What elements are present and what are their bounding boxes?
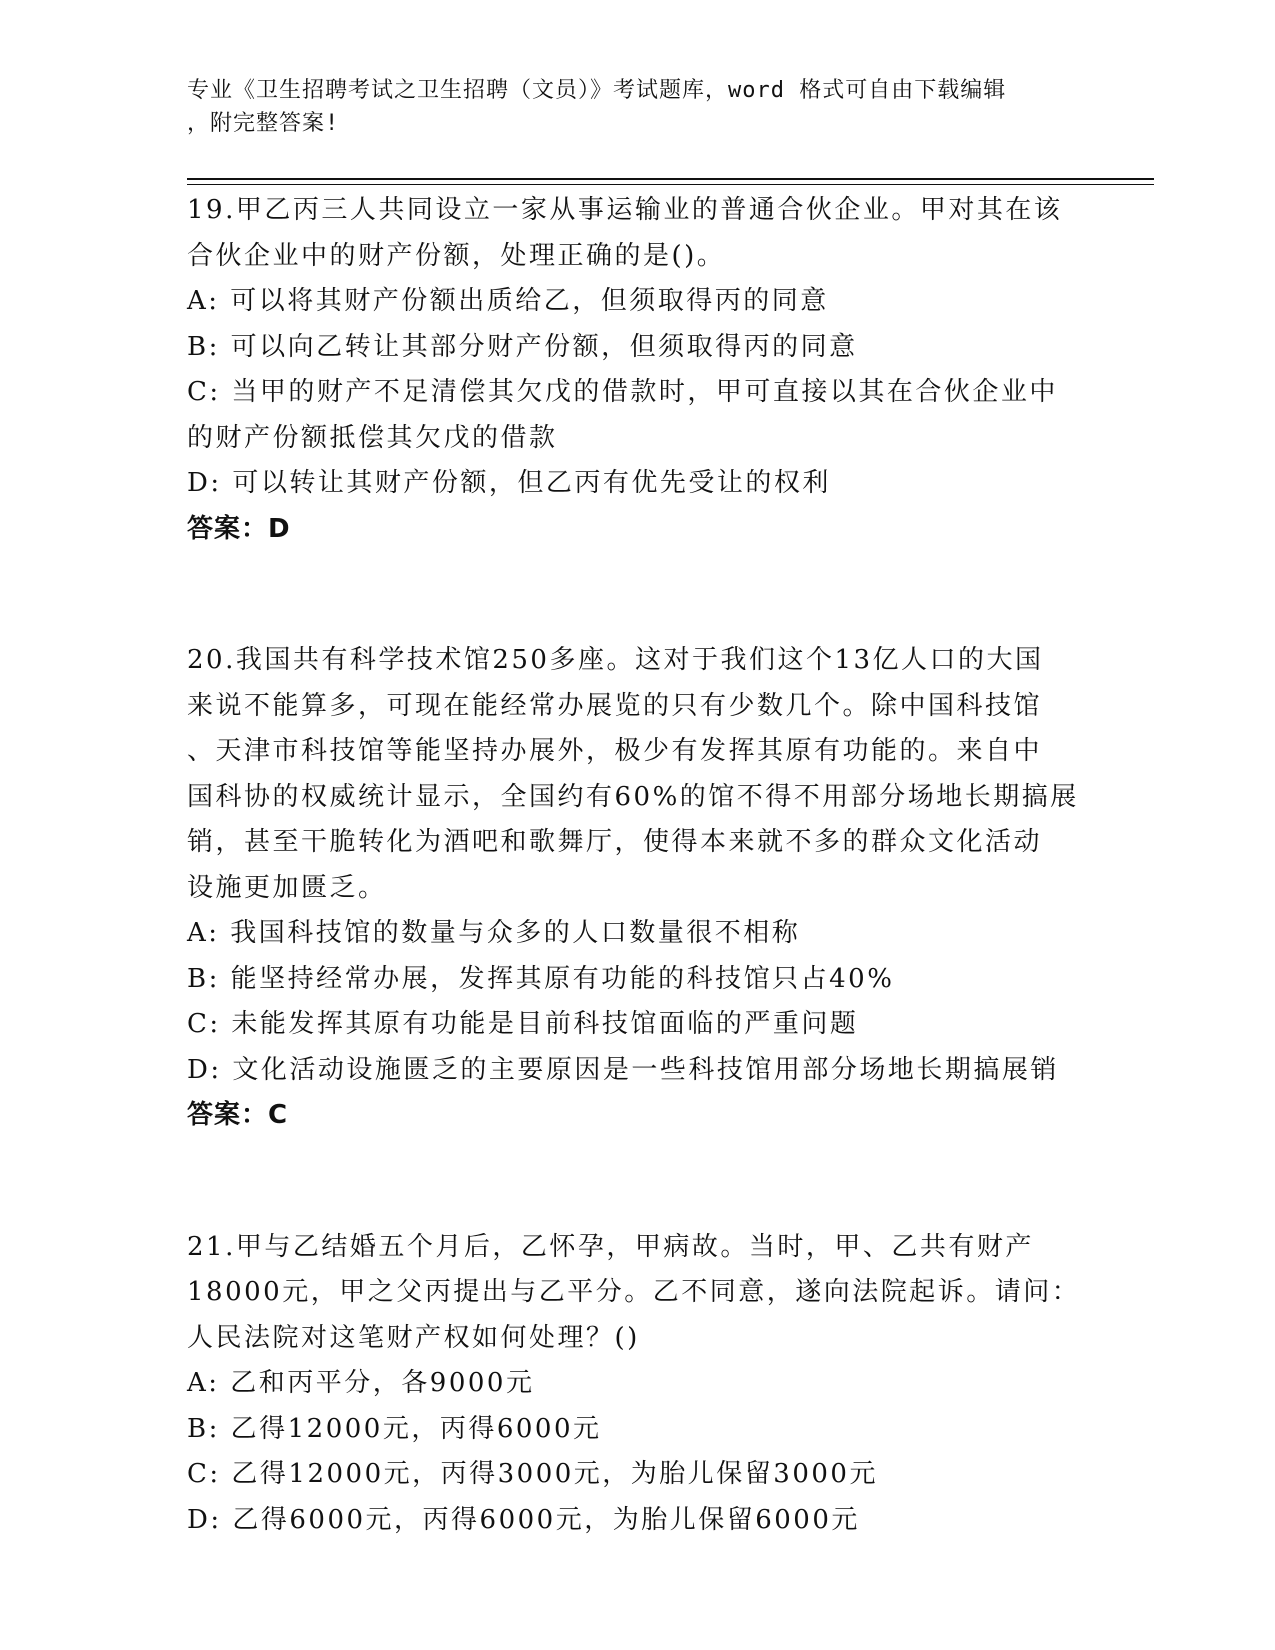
- option-d: D: 可以转让其财产份额，但乙丙有优先受让的权利: [187, 468, 831, 498]
- option-c: C: 未能发挥其原有功能是目前科技馆面临的严重问题: [187, 1009, 859, 1039]
- option-c-continued: 的财产份额抵偿其欠戊的借款: [187, 422, 558, 453]
- option-a: A: 乙和丙平分，各9000元: [187, 1368, 535, 1398]
- question-stem-line: 19.甲乙丙三人共同设立一家从事运输业的普通合伙企业。甲对其在该: [187, 195, 1063, 225]
- question-spacer: [187, 552, 1087, 638]
- option-c: C: 当甲的财产不足清偿其欠戊的借款时，甲可直接以其在合伙企业中: [187, 377, 1058, 407]
- page-header: [187, 74, 1067, 140]
- option-c: C: 乙得12000元，丙得3000元，为胎儿保留3000元: [187, 1459, 878, 1489]
- header-divider-thick: [187, 178, 1154, 180]
- header-line-2: ，附完整答案!: [187, 111, 340, 136]
- question-stem-line: 18000元，甲之父丙提出与乙平分。乙不同意，遂向法院起诉。请问：: [187, 1277, 1081, 1307]
- option-d: D: 文化活动设施匮乏的主要原因是一些科技馆用部分场地长期搞展销: [187, 1054, 1059, 1085]
- option-b: B: 乙得12000元，丙得6000元: [187, 1413, 602, 1444]
- question-19: [187, 188, 1087, 552]
- question-stem-line: 设施更加匮乏。: [187, 872, 387, 903]
- header-divider-thin: [187, 184, 1154, 185]
- question-list: [187, 188, 1087, 1543]
- question-stem-line: 、天津市科技馆等能坚持办展外，极少有发挥其原有功能的。来自中: [187, 736, 1043, 766]
- question-stem-line: 20.我国共有科学技术馆250多座。这对于我们这个13亿人口的大国: [187, 645, 1044, 675]
- answer-label: 答案：D: [187, 513, 291, 544]
- question-stem-line: 合伙企业中的财产份额，处理正确的是()。: [187, 240, 726, 271]
- question-stem-line: 人民法院对这笔财产权如何处理？(): [187, 1322, 640, 1353]
- option-a: A: 我国科技馆的数量与众多的人口数量很不相称: [187, 918, 801, 948]
- header-line-1: 专业《卫生招聘考试之卫生招聘（文员）》考试题库，word 格式可自由下载编辑: [187, 78, 1007, 103]
- question-spacer: [187, 1139, 1087, 1225]
- question-stem-line: 来说不能算多，可现在能经常办展览的只有少数几个。除中国科技馆: [187, 690, 1043, 721]
- question-21: [187, 1225, 1087, 1544]
- question-stem-line: 销，甚至干脆转化为酒吧和歌舞厅，使得本来就不多的群众文化活动: [187, 827, 1043, 857]
- option-b: B: 能坚持经常办展，发挥其原有功能的科技馆只占40%: [187, 963, 895, 994]
- answer-label: 答案：C: [187, 1100, 289, 1130]
- question-stem-line: 国科协的权威统计显示，全国约有60%的馆不得不用部分场地长期搞展: [187, 781, 1079, 812]
- question-stem-line: 21.甲与乙结婚五个月后，乙怀孕，甲病故。当时，甲、乙共有财产: [187, 1231, 1034, 1262]
- question-20: [187, 638, 1087, 1139]
- option-a: A: 可以将其财产份额出质给乙，但须取得丙的同意: [187, 286, 829, 316]
- option-d: D: 乙得6000元，丙得6000元，为胎儿保留6000元: [187, 1504, 860, 1535]
- option-b: B: 可以向乙转让其部分财产份额，但须取得丙的同意: [187, 331, 858, 362]
